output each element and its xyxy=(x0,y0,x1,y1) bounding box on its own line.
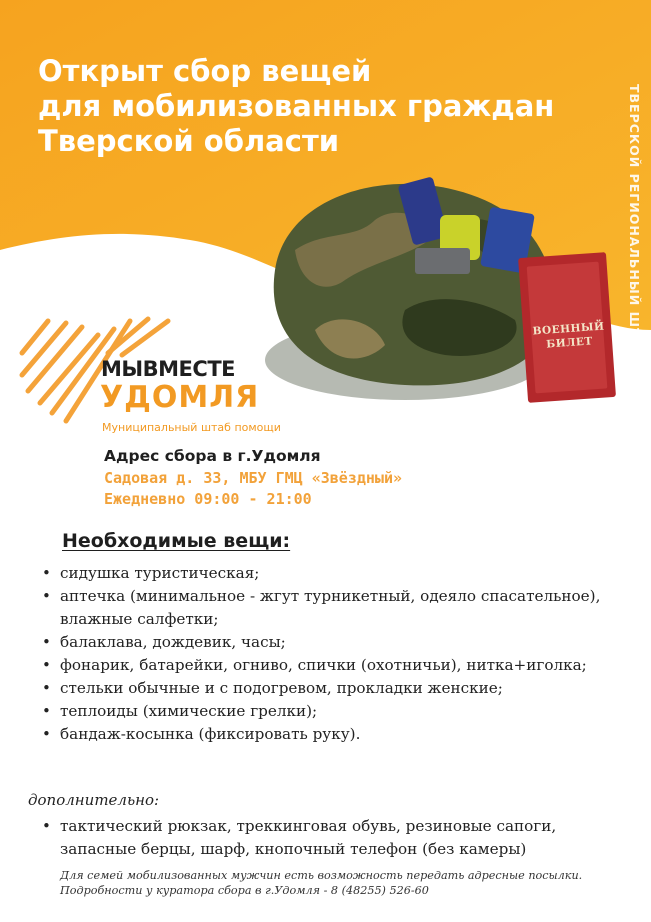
title-line-2: для мобилизованных граждан xyxy=(38,89,555,123)
footnote xyxy=(60,868,630,898)
logo-text-udomlya: УДОМЛЯ xyxy=(100,380,260,415)
logo-text-myvmeste: МЫВМЕСТЕ xyxy=(101,357,235,381)
backpack-photo xyxy=(255,160,625,410)
military-id-line-2: БИЛЕТ xyxy=(545,335,594,351)
address-title: Адрес сбора в г.Удомля xyxy=(104,447,321,465)
list-item: • бандаж-косынка (фиксировать руку). xyxy=(40,723,620,746)
additional-items-list xyxy=(40,815,620,861)
list-item: • фонарик, батарейки, огниво, спички (охотничьи), нитка+иголка; xyxy=(40,654,620,677)
footnote-line-2: Подробности у куратора сбора в г.Удомля - 8 (48255) 526-60 xyxy=(60,884,429,897)
list-item: • тактический рюкзак, треккинговая обувь, резиновые сапоги, запасные берцы, шарф, кнопочный телефон (без камеры) xyxy=(40,815,620,861)
additional-heading: дополнительно: xyxy=(28,791,160,809)
list-item: • теплоиды (химические грелки); xyxy=(40,700,620,723)
list-item: • балаклава, дождевик, часы; xyxy=(40,631,620,654)
needed-items-heading: Необходимые вещи: xyxy=(62,530,291,552)
footnote-line-1: Для семей мобилизованных мужчин есть возможность передать адресные посылки. xyxy=(60,869,583,882)
list-item: • сидушка туристическая; xyxy=(40,562,620,585)
title-line-3: Тверской области xyxy=(38,124,340,158)
address-street: Садовая д. 33, МБУ ГМЦ «Звёздный» xyxy=(104,469,403,487)
list-item: • стельки обычные и с подогревом, прокладки женские; xyxy=(40,677,620,700)
logo-subtitle: Муниципальный штаб помощи xyxy=(102,421,281,434)
title-line-1: Открыт сбор вещей xyxy=(38,54,372,88)
side-vertical-text: ТВЕРСКОЙ РЕГИОНАЛЬНЫЙ ШТАБ xyxy=(627,84,642,359)
military-id-line-1: ВОЕННЫЙ xyxy=(532,320,605,338)
address-hours: Ежедневно 09:00 - 21:00 xyxy=(104,490,312,508)
list-item: • аптечка (минимальное - жгут турникетный, одеяло спасательное), влажные салфетки; xyxy=(40,585,620,631)
needed-items-list xyxy=(40,562,620,746)
military-id-label xyxy=(526,319,612,353)
page-title xyxy=(38,54,598,159)
